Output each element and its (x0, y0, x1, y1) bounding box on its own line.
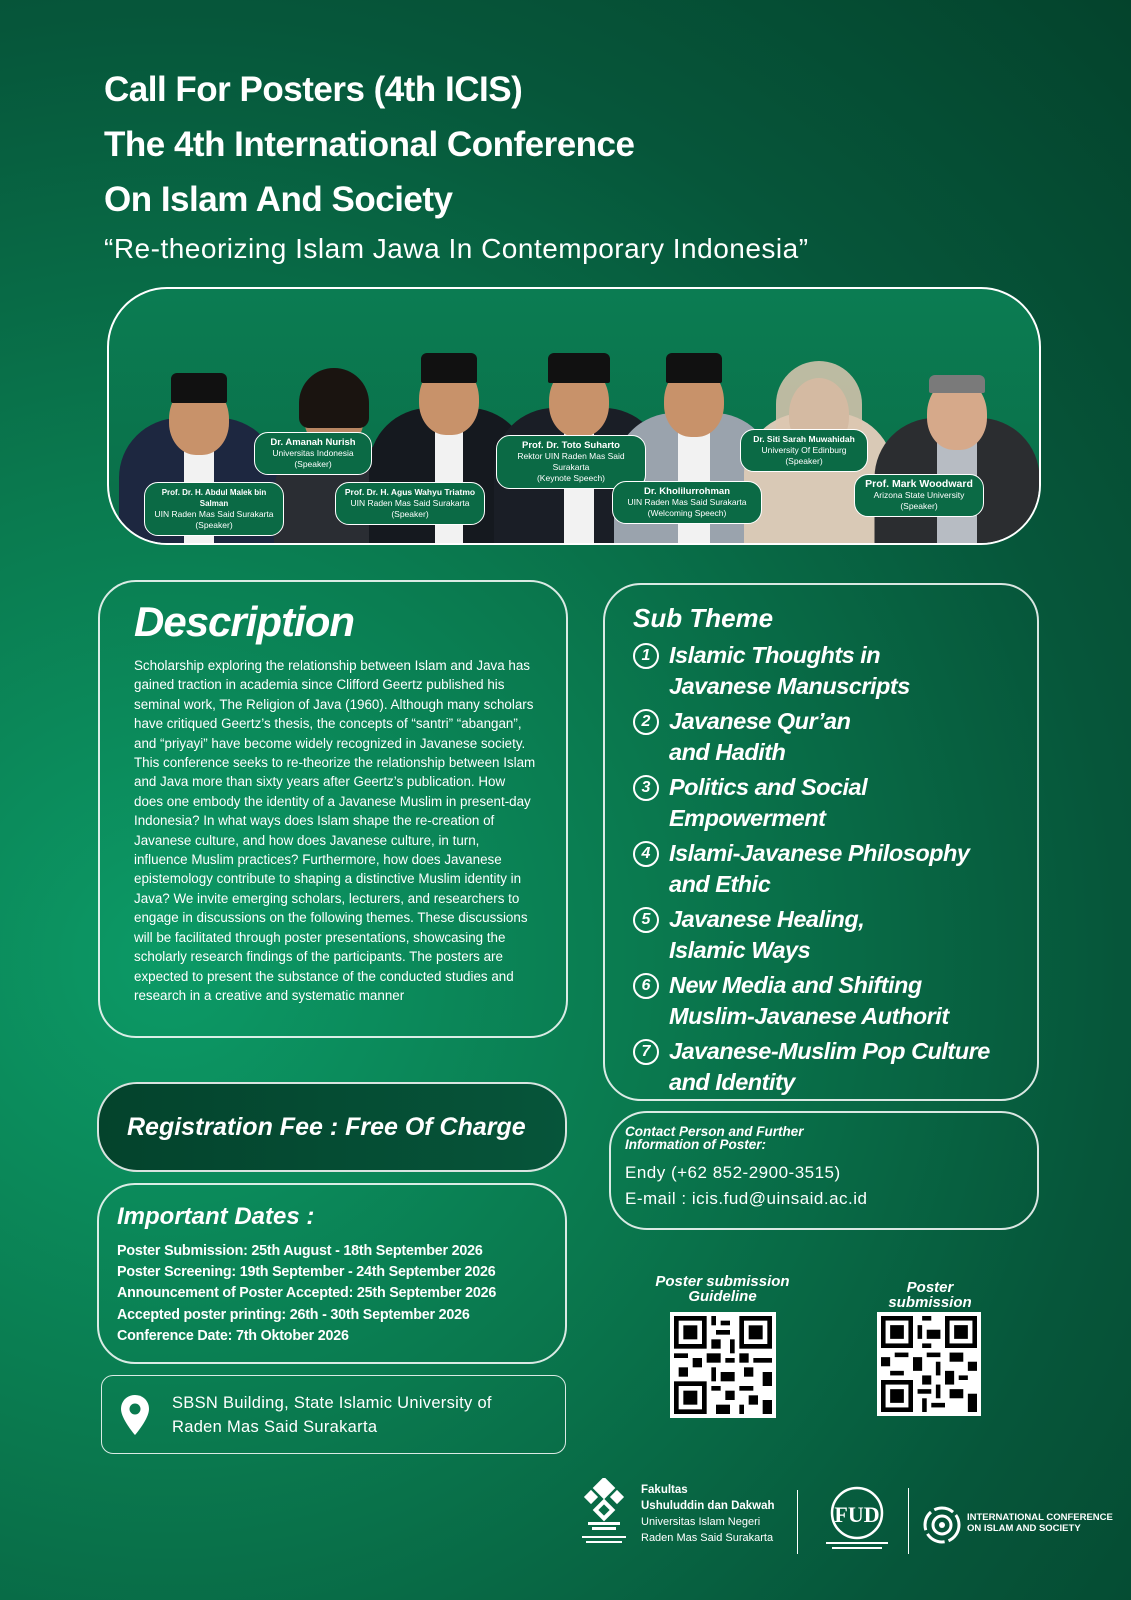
sub-theme-line: and Ethic (669, 871, 771, 897)
speaker-affiliation: Arizona State University (873, 490, 965, 500)
sub-theme-item (633, 838, 1017, 900)
number-badge: 5 (633, 907, 659, 933)
contact-phone[interactable]: Endy (+62 852-2900-3515) (625, 1163, 841, 1182)
sub-theme-line: Muslim-Javanese Authorit (669, 1003, 949, 1029)
speaker-role: (Speaker) (900, 501, 938, 511)
speaker-role: (Speaker) (391, 509, 429, 519)
speaker-affiliation: UIN Raden Mas Said Surakarta (154, 509, 274, 519)
faculty-text (641, 1482, 775, 1546)
sub-theme-line: New Media and Shifting (669, 972, 922, 998)
date-row: Accepted poster printing: 26th - 30th September 2026 (117, 1306, 470, 1323)
faculty-line-4: Raden Mas Said Surakarta (641, 1532, 774, 1544)
sub-theme-line: Islamic Thoughts in (669, 642, 881, 668)
fud-logo (818, 1485, 896, 1553)
speaker-role: (Speaker) (195, 520, 233, 530)
description-body: Scholarship exploring the relationship between Islam and Java has gained traction in academia since Clifford Geertz published his seminal work, The Religion of Java (1960). Although many scholars have critiqued Geertz’s thesis, the concepts of “santri” “abangan”, and “priyayi” have become widely recognized in Javanese society. This conference seeks to re-theorize the relationship between Islam and Java more than sixty years after Geertz’s publication. How does one embody the identity of a Javanese Muslim in present-day Indonesia? In what ways does Islam shape the re-creation of Javanese culture, and how does Javanese culture, in turn, influence Muslim practices? Furthermore, how does Javanese epistemology contribute to shaping a distinctive Muslim identity in Java? We invite emerging scholars, lecturers, and researchers to engage in discussions on the following themes. These discussions will be facilitated through poster presentations, showcasing the scholarly research findings of the participants. The posters are expected to present the substance of the conducted studies and research in a creative and systematic manner (134, 658, 536, 1003)
description-heading: Description (134, 598, 355, 645)
date-row: Conference Date: 7th Oktober 2026 (117, 1327, 349, 1344)
speaker-affiliation: University Of Edinburg (761, 445, 847, 455)
sub-theme-item (633, 706, 1017, 768)
icis-text (967, 1512, 1113, 1534)
number-badge: 6 (633, 973, 659, 999)
sub-theme-line: Politics and Social (669, 774, 868, 800)
sub-theme-heading: Sub Theme (633, 603, 774, 633)
page-title-line-3: On Islam And Society (104, 180, 453, 219)
sub-theme-item (633, 1036, 1017, 1098)
footer-divider (797, 1490, 798, 1554)
speaker-name: Dr. Siti Sarah Muwahidah (753, 434, 855, 444)
number-badge: 7 (633, 1039, 659, 1065)
sub-theme-line: Islami-Javanese Philosophy (669, 840, 970, 866)
page-title-line-1: Call For Posters (4th ICIS) (104, 70, 523, 109)
contact-email[interactable]: E-mail : icis.fud@uinsaid.ac.id (625, 1189, 868, 1208)
title-block (104, 62, 1004, 265)
page-title-line-2: The 4th International Conference (104, 125, 635, 164)
qr-code-icon (881, 1316, 977, 1412)
location-pin-icon (120, 1394, 150, 1436)
uin-faculty-logo (578, 1478, 630, 1550)
qr-code-guideline[interactable] (670, 1312, 776, 1418)
description-panel (98, 580, 568, 1038)
venue-line-1: SBSN Building, State Islamic University of (172, 1393, 492, 1412)
sub-theme-line: Javanese Manuscripts (669, 673, 910, 699)
sub-theme-line: Javanese Healing, (669, 906, 865, 932)
faculty-line-1: Fakultas (641, 1484, 688, 1496)
speaker-name: Dr. Kholilurrohman (643, 486, 731, 497)
speaker-role: (Speaker) (785, 456, 823, 466)
date-row: Poster Submission: 25th August - 18th September 2026 (117, 1243, 483, 1259)
icis-logo (922, 1505, 962, 1545)
number-badge: 2 (633, 709, 659, 735)
registration-fee-banner (97, 1082, 567, 1172)
date-row: Poster Screening: 19th September - 24th September 2026 (117, 1264, 496, 1281)
svg-text:FUD: FUD (834, 1502, 880, 1527)
speaker-label-1 (144, 482, 284, 536)
speaker-label-5 (612, 481, 762, 524)
registration-fee-text: Registration Fee : Free Of Charge (127, 1112, 526, 1141)
sub-theme-panel (603, 583, 1039, 1101)
speaker-name: Prof. Dr. Toto Suharto (522, 440, 620, 451)
speaker-name: Prof. Dr. H. Abdul Malek bin Salman (161, 488, 267, 508)
sub-theme-line: and Hadith (669, 739, 786, 765)
sub-theme-item (633, 772, 1017, 834)
footer-divider (908, 1488, 909, 1554)
venue-panel (101, 1375, 566, 1454)
sub-theme-item (633, 970, 1017, 1032)
icis-line-2: ON ISLAM AND SOCIETY (967, 1523, 1081, 1534)
speaker-role: (Keynote Speech) (536, 473, 606, 483)
sub-theme-line: and Identity (669, 1069, 795, 1095)
speaker-affiliation: UIN Raden Mas Said Surakarta (350, 498, 470, 508)
sub-theme-line: Islamic Ways (669, 937, 811, 963)
speaker-name: Dr. Amanah Nurish (270, 437, 356, 448)
number-badge: 4 (633, 841, 659, 867)
qr-code-submission[interactable] (877, 1312, 981, 1416)
speaker-affiliation: UIN Raden Mas Said Surakarta (627, 497, 747, 507)
venue-line-2: Raden Mas Said Surakarta (172, 1417, 378, 1436)
faculty-line-2: Ushuluddin dan Dakwah (641, 1500, 775, 1512)
date-row: Announcement of Poster Accepted: 25th September 2026 (117, 1285, 497, 1302)
speaker-name: Prof. Dr. H. Agus Wahyu Triatmo (344, 487, 476, 497)
speaker-name: Prof. Mark Woodward (865, 478, 973, 490)
speaker-affiliation: Rektor UIN Raden Mas Said Surakarta (517, 451, 625, 472)
sub-theme-line: Javanese-Muslim Pop Culture (669, 1038, 990, 1064)
contact-panel (609, 1111, 1039, 1230)
speaker-label-7 (854, 474, 984, 517)
speaker-role: (Speaker) (294, 459, 332, 469)
speaker-label-6 (740, 429, 868, 472)
qr-submission-label: Poster submission (888, 1279, 972, 1311)
sub-theme-line: Javanese Qur’an (669, 708, 851, 734)
speakers-panel (107, 287, 1041, 545)
important-dates-heading: Important Dates : (117, 1203, 315, 1230)
speaker-affiliation: Universitas Indonesia (272, 448, 354, 458)
important-dates-panel (97, 1183, 567, 1364)
faculty-line-3: Universitas Islam Negeri (641, 1516, 761, 1528)
speaker-label-3 (335, 482, 485, 525)
sub-theme-line: Empowerment (669, 805, 826, 831)
sub-theme-item (633, 904, 1017, 966)
icis-line-1: INTERNATIONAL CONFERENCE (967, 1512, 1113, 1523)
speaker-label-2 (254, 432, 372, 475)
qr-code-icon (674, 1316, 772, 1414)
speaker-role: (Welcoming Speech) (647, 508, 727, 518)
number-badge: 1 (633, 643, 659, 669)
contact-title: Contact Person and Further Information of Poster: (625, 1124, 804, 1152)
qr-guideline-label: Poster submission Guideline (655, 1273, 790, 1305)
page-subtitle: “Re-theorizing Islam Jawa In Contemporary Indonesia” (104, 233, 809, 264)
sub-theme-item (633, 640, 1017, 702)
number-badge: 3 (633, 775, 659, 801)
